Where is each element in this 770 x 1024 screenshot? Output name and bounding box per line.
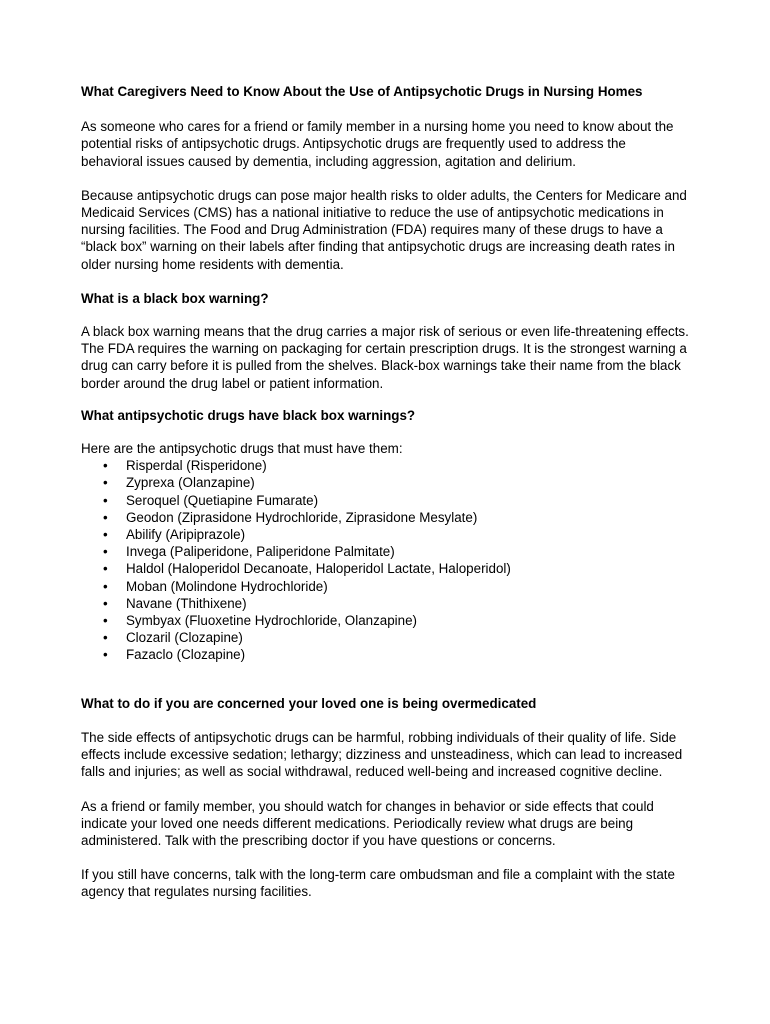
document-page — [81, 83, 691, 901]
black-box-heading: What is a black box warning? — [81, 290, 269, 306]
drug-list — [81, 457, 691, 663]
document-title: What Caregivers Need to Know About the Use of Antipsychotic Drugs in Nursing Homes — [81, 84, 643, 99]
ombudsman-paragraph: If you still have concerns, talk with the long-term care ombudsman and file a complaint with the state agency that regulates nursing facilities. — [81, 867, 675, 900]
cms-initiative-paragraph: Because antipsychotic drugs can pose major health risks to older adults, the Centers for Medicare and Medicaid Services (CMS) has a national initiative to reduce the use of antipsychotic medications in nursing facilities. The Food and Drug Administration (FDA) requires many of these drugs to have a “black box” warning on their labels after finding that antipsychotic drugs are increasing death rates in older nursing home residents with dementia. — [81, 187, 687, 272]
drug-list-item: • Moban (Molindone Hydrochloride) — [81, 578, 691, 595]
watch-paragraph: As a friend or family member, you should watch for changes in behavior or side effects that could indicate your loved one needs different medications. Periodically review what drugs are being administered. Talk with the prescribing doctor if you have questions or concerns. — [81, 798, 654, 848]
overmedicated-heading: What to do if you are concerned your loved one is being overmedicated — [81, 695, 537, 711]
drug-list-item: • Symbyax (Fluoxetine Hydrochloride, Olanzapine) — [81, 612, 691, 629]
intro-paragraph: As someone who cares for a friend or family member in a nursing home you need to know about the potential risks of antipsychotic drugs. Antipsychotic drugs are frequently used to address the behavioral issues caused by dementia, including aggression, agitation and delirium. — [81, 119, 674, 169]
drug-list-item: • Zyprexa (Olanzapine) — [81, 474, 691, 491]
black-box-paragraph: A black box warning means that the drug carries a major risk of serious or even life-threatening effects. The FDA requires the warning on packaging for certain prescription drugs. It is the strongest warning a drug can carry before it is pulled from the shelves. Black-box warnings take their name from the black border around the drug label or patient information. — [81, 324, 689, 391]
drug-list-item: • Navane (Thithixene) — [81, 595, 691, 612]
drug-list-item: • Geodon (Ziprasidone Hydrochloride, Ziprasidone Mesylate) — [81, 509, 691, 526]
drug-list-item: • Seroquel (Quetiapine Fumarate) — [81, 492, 691, 509]
side-effects-paragraph: The side effects of antipsychotic drugs can be harmful, robbing individuals of their quality of life. Side effects include excessive sedation; lethargy; dizziness and unsteadiness, which can lead to increased falls and injuries; as well as social withdrawal, reduced well-being and increased cognitive decline. — [81, 729, 683, 780]
drug-list-item: • Clozaril (Clozapine) — [81, 629, 691, 646]
drug-list-item: • Abilify (Aripiprazole) — [81, 526, 691, 543]
drug-list-item: • Risperdal (Risperidone) — [81, 457, 691, 474]
drug-list-item: • Fazaclo (Clozapine) — [81, 646, 691, 663]
drug-list-item: • Haldol (Haloperidol Decanoate, Haloperidol Lactate, Haloperidol) — [81, 560, 691, 577]
drugs-intro-paragraph: Here are the antipsychotic drugs that must have them: — [81, 441, 403, 457]
drug-list-item: • Invega (Paliperidone, Paliperidone Palmitate) — [81, 543, 691, 560]
drugs-heading: What antipsychotic drugs have black box warnings? — [81, 407, 416, 423]
